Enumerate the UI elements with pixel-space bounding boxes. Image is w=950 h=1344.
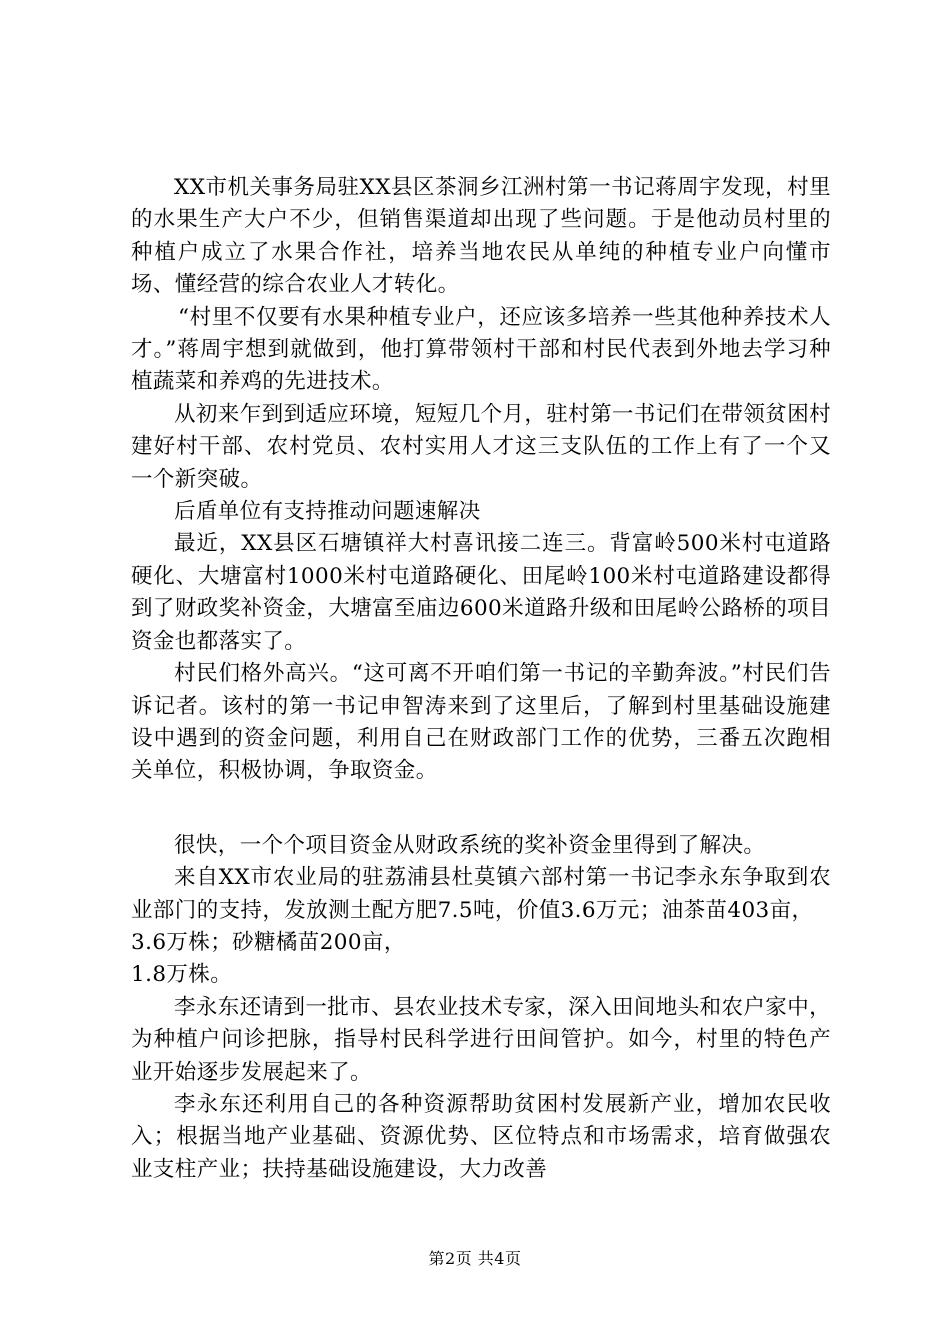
page-number-label: 第2页 共4页 xyxy=(428,1249,522,1268)
paragraph: 来自XX市农业局的驻荔浦县杜莫镇六部村第一书记李永东争取到农业部门的支持，发放测土配方肥7.5吨，价值3.6万元；油茶苗403亩， xyxy=(131,865,831,923)
page-footer xyxy=(0,1246,950,1269)
document-body xyxy=(131,172,831,1186)
paragraph: 很快，一个个项目资金从财政系统的奖补资金里得到了解决。 xyxy=(174,832,766,858)
paragraph: XX市机关事务局驻XX县区茶洞乡江洲村第一书记蒋周宇发现，村里的水果生产大户不少，但销售渠道却出现了些问题。于是他动员村里的种植户成立了水果合作社，培养当地农民从单纯的种植专业户向懂市场、懂经营的综合农业人才转化。 xyxy=(131,175,831,298)
section-heading: 后盾单位有支持推动问题速解决 xyxy=(174,499,481,525)
paragraph: “村里不仅要有水果种植专业户，还应该多培养一些其他种养技术人才。”蒋周宇想到就做到，他打算带领村干部和村民代表到外地去学习种植蔬菜和养鸡的先进技术。 xyxy=(131,304,831,395)
paragraph: 李永东还请到一批市、县农业技术专家，深入田间地头和农户家中，为种植户问诊把脉，指导村民科学进行田间管护。如今，村里的特色产业开始逐步发展起来了。 xyxy=(131,994,832,1085)
paragraph: 从初来乍到到适应环境，短短几个月，驻村第一书记们在带领贫困村建好村干部、农村党员、农村实用人才这三支队伍的工作上有了一个又一个新突破。 xyxy=(131,401,832,492)
paragraph: 李永东还利用自己的各种资源帮助贫困村发展新产业，增加农民收入；根据当地产业基础、资源优势、区位特点和市场需求，培育做强农业支柱产业；扶持基础设施建设，大力改善 xyxy=(131,1091,831,1182)
paragraph-gap xyxy=(131,788,831,830)
paragraph: 3.6万株；砂糖橘苗200亩， xyxy=(131,929,406,955)
paragraph: 1.8万株。 xyxy=(131,962,233,988)
paragraph: 最近，XX县区石塘镇祥大村喜讯接二连三。背富岭500米村屯道路硬化、大塘富村1000米村屯道路硬化、田尾岭100米村屯道路建设都得到了财政奖补资金，大塘富至庙边600米道路升级和田尾岭公路桥的项目资金也都落实了。 xyxy=(131,531,831,654)
paragraph: 村民们格外高兴。“这可离不开咱们第一书记的辛勤奔波。”村民们告诉记者。该村的第一书记申智涛来到了这里后，了解到村里基础设施建设中遇到的资金问题，利用自己在财政部门工作的优势，三番五次跑相关单位，积极协调，争取资金。 xyxy=(131,661,831,784)
